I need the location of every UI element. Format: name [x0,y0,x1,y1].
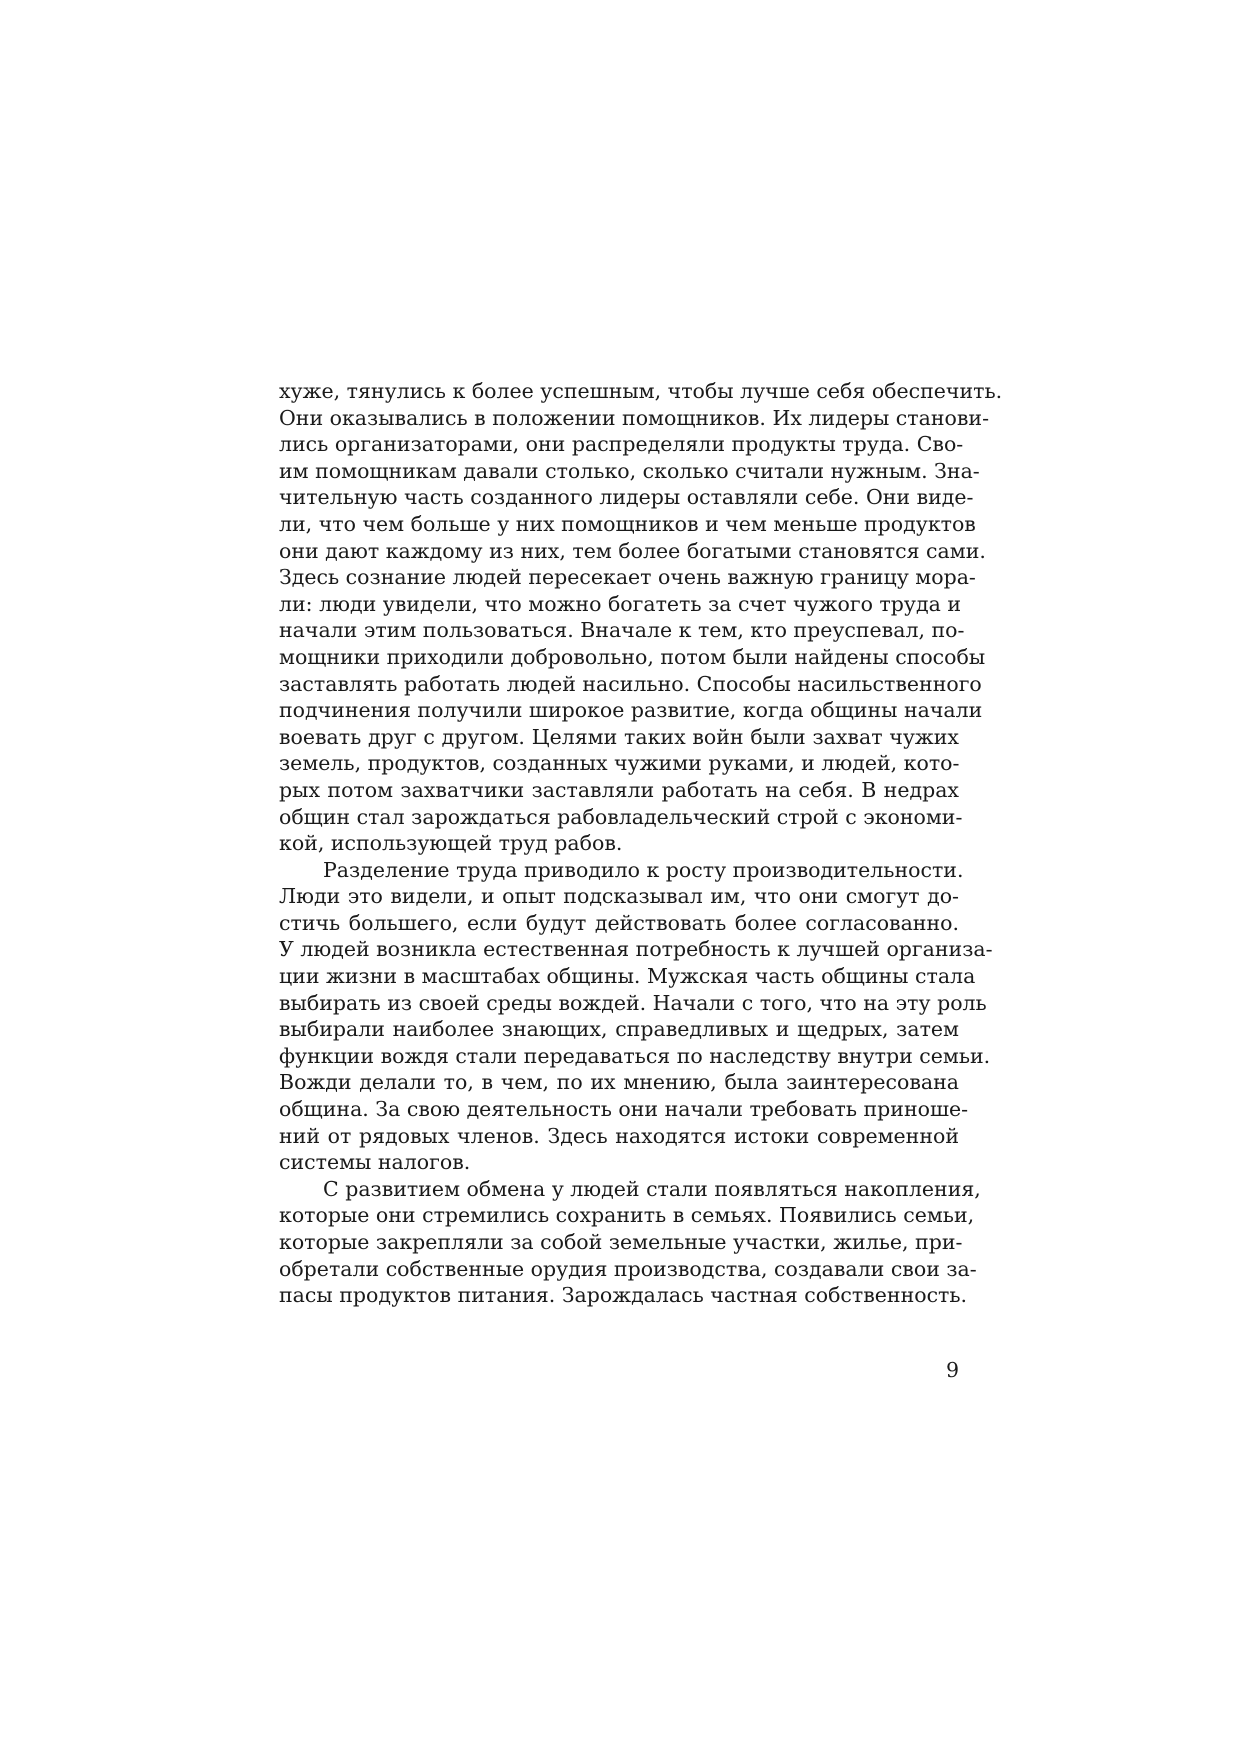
text-line: Здесь сознание людей пересекает очень важную границу мора- [279,565,976,590]
text-line: Разделение труда приводило к росту производительности. [323,857,964,882]
text-line: Они оказывались в положении помощников. Их лидеры станови- [279,405,989,430]
text-line: подчинения получили широкое развитие, когда общины начали [279,698,983,723]
text-line: ний от рядовых членов. Здесь находятся истоки современной [279,1123,959,1148]
text-line: системы налогов. [279,1150,471,1175]
text-line: ли: люди увидели, что можно богатеть за счет чужого труда и [279,591,961,616]
text-line: заставлять работать людей насильно. Способы насильственного [279,671,982,696]
text-line: общин стал зарождаться рабовладельческий строй с экономи- [279,804,963,829]
text-line: хуже, тянулись к более успешным, чтобы лучше себя обеспечить. [279,379,1003,403]
body-text [279,378,1003,1309]
text-line: Люди это видели, и опыт подсказывал им, что они смогут до- [279,884,959,909]
text-line: обретали собственные орудия производства, создавали свои за- [279,1256,977,1281]
text-line: С развитием обмена у людей стали появляться накопления, [323,1176,981,1201]
text-line: ли, что чем больше у них помощников и чем меньше продуктов [279,511,976,536]
page-number: 9 [945,1358,959,1382]
text-line: ции жизни в масштабах общины. Мужская часть общины стала [279,964,976,989]
text-line: они дают каждому из них, тем более богатыми становятся сами. [279,538,986,563]
text-line: чительную часть созданного лидеры оставляли себе. Они виде- [279,485,974,510]
text-line: функции вождя стали передаваться по наследству внутри семьи. [279,1043,991,1068]
text-line: мощники приходили добровольно, потом были найдены способы [279,644,986,669]
paragraph [279,1176,981,1309]
text-line: У людей возникла естественная потребность к лучшей организа- [279,937,993,962]
text-line: Вожди делали то, в чем, по их мнению, была заинтересована [279,1070,959,1095]
text-line: выбирать из своей среды вождей. Начали с того, что на эту роль [279,990,987,1015]
paragraph [279,378,1003,857]
paragraph [279,857,993,1176]
text-line: которые они стремились сохранить в семьях. Появились семьи, [279,1203,975,1228]
text-line: община. За свою деятельность они начали требовать приноше- [279,1097,969,1122]
text-line: начали этим пользоваться. Вначале к тем, кто преуспевал, по- [279,618,965,643]
text-line: кой, использующей труд рабов. [279,831,623,856]
text-line: стичь большего, если будут действовать более согласованно. [279,910,959,935]
text-line: земель, продуктов, созданных чужими руками, и людей, кото- [279,751,960,776]
text-line: им помощникам давали столько, сколько считали нужным. Зна- [279,458,980,483]
text-line: выбирали наиболее знающих, справедливых и щедрых, затем [279,1017,959,1042]
text-line: воевать друг с другом. Целями таких войн были захват чужих [279,724,959,749]
text-line: пасы продуктов питания. Зарождалась частная собственность. [279,1283,968,1308]
text-line: которые закрепляли за собой земельные участки, жилье, при- [279,1230,963,1254]
text-line: рых потом захватчики заставляли работать на себя. В недрах [279,777,959,802]
text-line: лись организаторами, они распределяли продукты труда. Сво- [279,432,964,457]
